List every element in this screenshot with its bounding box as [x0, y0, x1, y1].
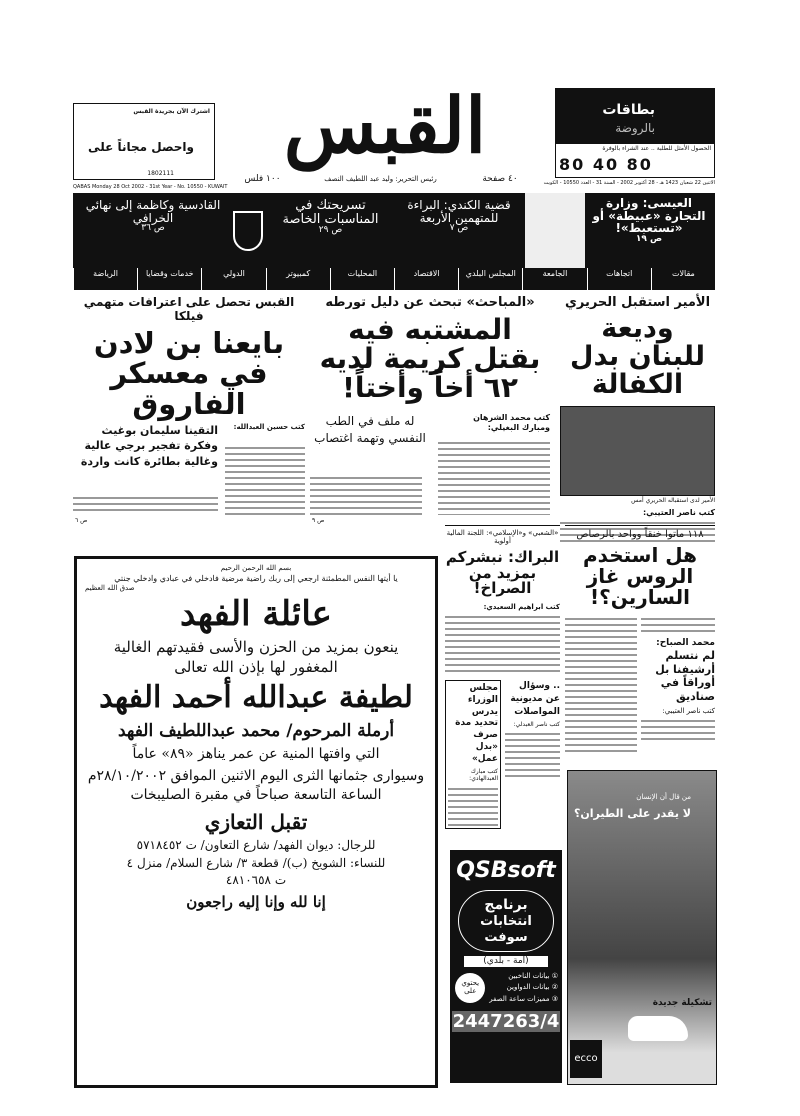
editor-line: رئيس التحرير: وليد عبد اللطيف النصف — [324, 175, 437, 183]
teaser-1[interactable]: العيسى: وزارة التجارة «عبيطة» أو «تستعبط»! ص ١٩ — [592, 196, 706, 244]
ad-feature: ② بيانات الدواوين — [506, 983, 558, 992]
quote-source: محمد الصباح: — [656, 638, 715, 648]
age-line: التي وافتها المنية عن عمر يناهز «٨٩» عاماً — [132, 746, 380, 763]
kicker: «المباحث» تبحث عن دليل تورطه — [325, 295, 535, 310]
ad-contains: يحتوي على — [455, 973, 485, 1003]
index-item[interactable]: الدولي — [201, 268, 265, 290]
shoe-image — [628, 1016, 688, 1041]
body-text — [438, 440, 550, 515]
body-text — [641, 616, 715, 634]
family-name: عائلة الفهد — [180, 594, 332, 635]
burial-line: وسيوارى جثمانها الثرى اليوم الاثنين الموافق ٢٨/١٠/٢٠٠٢م الساعة التاسعة صباحاً في مقبرة الصليبخات — [87, 767, 425, 803]
basmala: بسم الله الرحمن الرحيم — [220, 564, 292, 572]
headline[interactable]: وديعة للبنان بدل الكفالة — [570, 312, 705, 401]
byline: كتب مبارك العبدالهادي: — [469, 768, 498, 783]
ad-feature: ③ مميزات ساعة الصفر — [489, 994, 558, 1003]
byline: كتب ناصر العتيبي: — [662, 706, 715, 715]
ad-brand: QSBsoft — [456, 858, 556, 883]
story-transport — [505, 680, 560, 828]
index-item[interactable]: كمبيوتر — [266, 268, 330, 290]
photo-amir-hariri — [560, 406, 715, 496]
ad-right-tagline: الحصول الأمثل للطلبة .. عند الشراء بالوفرة — [602, 145, 711, 152]
kicker: «الشعبي» و«الإسلامي»: اللجنة المالية أولوية — [445, 525, 560, 546]
body-text — [310, 475, 422, 515]
byline: كتب حسين العبدالله: — [233, 423, 305, 431]
ad-left[interactable] — [73, 103, 215, 180]
headline[interactable]: المشتبه فيه بقتل كريمة لديه ٦٢ أخاً وأختاً! — [319, 312, 541, 405]
announcement-line: المغفور لها بإذن الله تعالى — [174, 658, 338, 677]
ad-left-title: اشترك الآن بجريدة القبس — [133, 108, 210, 115]
page-ref: ص ٩ — [312, 517, 325, 524]
headline[interactable]: بايعنا بن لادن في معسكر الفاروق — [93, 325, 285, 421]
body-text — [565, 616, 637, 756]
kicker: الأمير استقبل الحريري — [564, 295, 711, 310]
index-item[interactable]: الاقتصاد — [394, 268, 458, 290]
teaser-banner — [73, 193, 715, 290]
index-item[interactable]: خدمات وقضايا — [137, 268, 201, 290]
widow-line: أرملة المرحوم/ محمد عبداللطيف الفهد — [117, 720, 395, 741]
headline[interactable]: .. وسؤال عن مديونية المواصلات — [510, 681, 560, 717]
ad-left-phone: 1802111 — [147, 169, 174, 177]
photo-caption: الأمير لدى استقباله الحريري أمس — [631, 496, 715, 504]
index-item[interactable]: مقالات — [651, 268, 715, 290]
story-left — [73, 295, 305, 524]
subheadline: التقينا سليمان بوغيث وفكرة تفجير برجي عالية وغالية بطائرة كانت واردة — [80, 424, 218, 468]
price: ١٠٠ فلس — [244, 174, 281, 184]
ad-sub: (أمة - بلدي) — [464, 956, 548, 967]
ad-right-phone: 80 40 80 — [559, 155, 653, 174]
closing-verse: إنا لله وإنا إليه راجعون — [186, 892, 326, 911]
byline: كتب محمد الشرهان ومبارك البغيلي: — [473, 413, 550, 432]
body-text — [445, 614, 560, 674]
page-ref: ص ٦ — [75, 517, 88, 524]
ad-product: انتخابات سوفت — [480, 914, 532, 945]
newspaper-logo: القبس — [283, 81, 487, 170]
date-english: QABAS Monday 28 Oct 2002 - 31st Year - No. 10550 - KUWAIT — [73, 184, 228, 190]
section-index — [73, 268, 715, 290]
index-item[interactable]: الجامعة — [522, 268, 586, 290]
ad-right-title: بطاقات — [602, 102, 655, 118]
photo-essa — [525, 193, 585, 268]
kicker: ١١٨ ماتوا خنقاً وواحد بالرصاص — [565, 525, 715, 541]
body-text — [641, 718, 715, 742]
obituary-notice — [74, 556, 438, 1088]
condolences-heading: تقبل التعازي — [204, 809, 308, 834]
index-item[interactable]: الرياضة — [73, 268, 137, 290]
byline: كتب ابراهيم السعيدي: — [483, 603, 560, 612]
teaser-3[interactable]: تسريحتك في المناسبات الخاصة ص ٢٩ — [282, 198, 379, 236]
index-item[interactable]: المجلس البلدي — [458, 268, 522, 290]
date-arabic: الاثنين 22 شعبان 1423 هـ - 28 أكتوبر 2002 - السنة 31 - العدد 10550 - الكويت — [543, 180, 715, 186]
ad-question: من قال أن الإنسان — [636, 793, 691, 801]
index-item[interactable]: المحليات — [330, 268, 394, 290]
ecco-ad[interactable] — [567, 770, 717, 1085]
ad-headline: لا يقدر على الطيران؟ — [573, 807, 691, 820]
story-russia — [565, 525, 715, 756]
byline: كتب ناصر العبدلي: — [513, 721, 560, 729]
women-condolences: للنساء: الشويخ (ب)/ قطعة ٣/ شارع السلام/ منزل ٤ — [126, 856, 386, 871]
ad-tagline: تشكيلة جديدة — [652, 998, 712, 1008]
story-barrak — [445, 525, 560, 829]
headline[interactable]: البراك: نبشركم بمزيد من الصراخ! — [445, 547, 560, 598]
teaser-4[interactable]: القادسية وكاظمة إلى نهائي الخرافي ص ٣٦ — [85, 198, 221, 234]
women-phone: ت ٤٨١٠٦٥٨ — [225, 873, 287, 888]
subheadline: له ملف في الطب النفسي وتهمة اغتصاب — [314, 414, 426, 445]
kicker: القبس تحصل على اعترافات متهمي فيلكا — [83, 295, 295, 324]
body-text — [505, 731, 560, 781]
headline[interactable]: لم نتسلم أرشيفنا بل أوراقاً في صناديق — [655, 648, 715, 704]
ad-feature: ① بيانات الناخبين — [508, 972, 558, 981]
ecco-logo: ecco — [570, 1040, 602, 1078]
body-text — [448, 786, 498, 826]
announcement-line: ينعون بمزيد من الحزن والأسى فقيدتهم الغالية — [113, 638, 399, 657]
deceased-name: لطيفة عبدالله أحمد الفهد — [99, 680, 413, 716]
body-text — [73, 495, 218, 513]
club-crest-icon — [233, 211, 263, 251]
headline[interactable]: مجلس الوزراء يدرس تحديد مدة صرف «بدل عمل» — [455, 683, 498, 764]
qsbsoft-ad[interactable] — [450, 850, 562, 1083]
ad-right[interactable] — [555, 88, 715, 178]
byline: كتب ناصر العتيبي: — [642, 507, 715, 517]
ad-phone: 2447263/4 — [452, 1010, 560, 1032]
story-cabinet — [445, 680, 501, 828]
ad-left-sub: واحصل مجاناً على — [88, 140, 194, 154]
verse: يا أيتها النفس المطمئنة ارجعي إلى ربك راضية مرضية فادخلي في عبادي وادخلي جنتي — [114, 574, 398, 584]
headline[interactable]: هل استخدم الروس غاز السارين؟! — [583, 543, 697, 609]
page-count: ٤٠ صفحة — [482, 174, 518, 184]
verse-end: صدق الله العظيم — [85, 583, 135, 592]
story-sabah — [641, 638, 715, 742]
body-text — [225, 445, 305, 515]
story-right — [560, 295, 715, 544]
index-item[interactable]: اتجاهات — [587, 268, 651, 290]
ad-right-sub: بالروضة — [615, 121, 655, 135]
men-condolences: للرجال: ديوان الفهد/ شارع التعاون/ ت ٥٧١٨٤٥٢ — [136, 837, 376, 852]
story-middle — [310, 295, 550, 524]
teaser-2[interactable]: قضية الكندي: البراءة للمتهمين الأربعة ص ٧ — [407, 198, 511, 234]
ad-program: برنامج — [484, 897, 528, 914]
